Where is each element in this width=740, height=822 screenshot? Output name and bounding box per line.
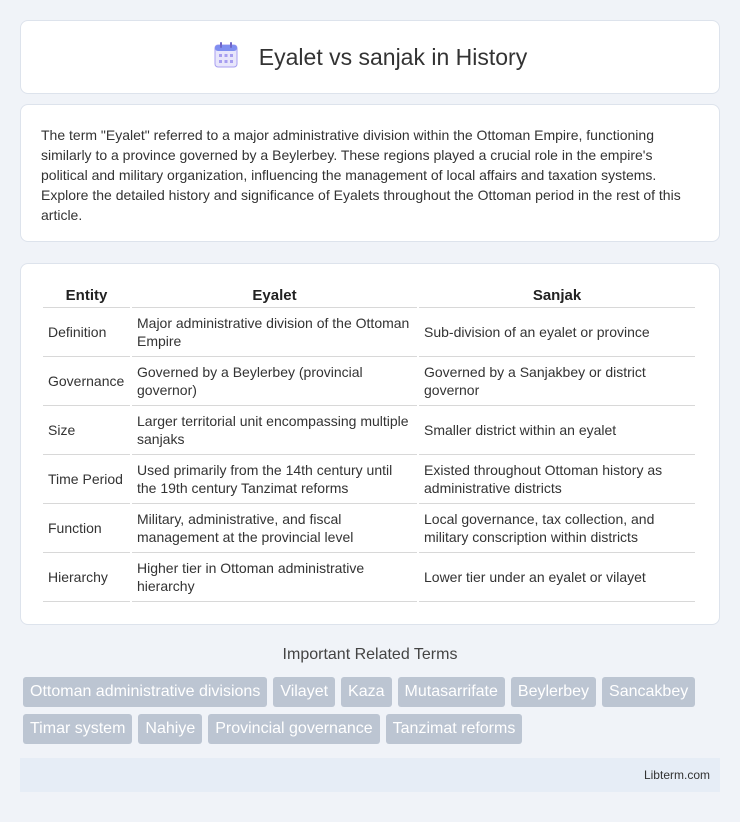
row-entity: Hierarchy (43, 553, 130, 602)
row-sanjak: Local governance, tax collection, and military conscription within districts (419, 504, 695, 553)
row-eyalet: Higher tier in Ottoman administrative hierarchy (132, 553, 417, 602)
row-sanjak: Smaller district within an eyalet (419, 406, 695, 455)
footer (20, 758, 720, 792)
related-terms-list (23, 677, 723, 744)
row-entity: Function (43, 504, 130, 553)
related-term-tag[interactable]: Tanzimat reforms (386, 714, 523, 744)
related-terms-title: Important Related Terms (282, 646, 458, 663)
table-row (43, 308, 695, 357)
header-entity: Entity (43, 284, 130, 308)
related-term-tag[interactable]: Ottoman administrative divisions (23, 677, 267, 707)
table-row (43, 406, 695, 455)
related-term-tag[interactable]: Kaza (341, 677, 391, 707)
row-sanjak: Governed by a Sanjakbey or district governor (419, 357, 695, 406)
row-sanjak: Existed throughout Ottoman history as administrative districts (419, 455, 695, 504)
row-entity: Size (43, 406, 130, 455)
comparison-card (20, 263, 720, 625)
intro-card (20, 104, 720, 242)
related-term-tag[interactable]: Nahiye (138, 714, 202, 744)
related-term-tag[interactable]: Beylerbey (511, 677, 596, 707)
table-header-row (43, 284, 695, 308)
table-row (43, 455, 695, 504)
comparison-table (41, 284, 697, 602)
calendar-icon (213, 41, 239, 74)
row-eyalet: Governed by a Beylerbey (provincial governor) (132, 357, 417, 406)
related-term-tag[interactable]: Timar system (23, 714, 132, 744)
header-sanjak: Sanjak (419, 284, 695, 308)
row-eyalet: Military, administrative, and fiscal management at the provincial level (132, 504, 417, 553)
table-row (43, 553, 695, 602)
header-eyalet: Eyalet (132, 284, 417, 308)
row-entity: Definition (43, 308, 130, 357)
header-card (20, 20, 720, 94)
page-title: Eyalet vs sanjak in History (258, 43, 528, 70)
related-term-tag[interactable]: Provincial governance (208, 714, 379, 744)
footer-brand-link[interactable]: Libterm.com (643, 768, 710, 782)
row-eyalet: Used primarily from the 14th century until the 19th century Tanzimat reforms (132, 455, 417, 504)
row-entity: Time Period (43, 455, 130, 504)
related-term-tag[interactable]: Vilayet (273, 677, 335, 707)
row-sanjak: Lower tier under an eyalet or vilayet (419, 553, 695, 602)
intro-text: The term "Eyalet" referred to a major administrative division within the Ottoman Empire, functioning similarly to a province governed by a Beylerbey. These regions played a crucial role in the empire's political and military organization, influencing the management of local affairs and taxation systems. Explore the detailed history and significance of Eyalets throughout the Ottoman period in the rest of this article. (41, 127, 681, 223)
table-row (43, 504, 695, 553)
related-term-tag[interactable]: Mutasarrifate (398, 677, 505, 707)
row-eyalet: Major administrative division of the Ottoman Empire (132, 308, 417, 357)
row-eyalet: Larger territorial unit encompassing multiple sanjaks (132, 406, 417, 455)
related-term-tag[interactable]: Sancakbey (602, 677, 695, 707)
row-sanjak: Sub-division of an eyalet or province (419, 308, 695, 357)
table-row (43, 357, 695, 406)
row-entity: Governance (43, 357, 130, 406)
